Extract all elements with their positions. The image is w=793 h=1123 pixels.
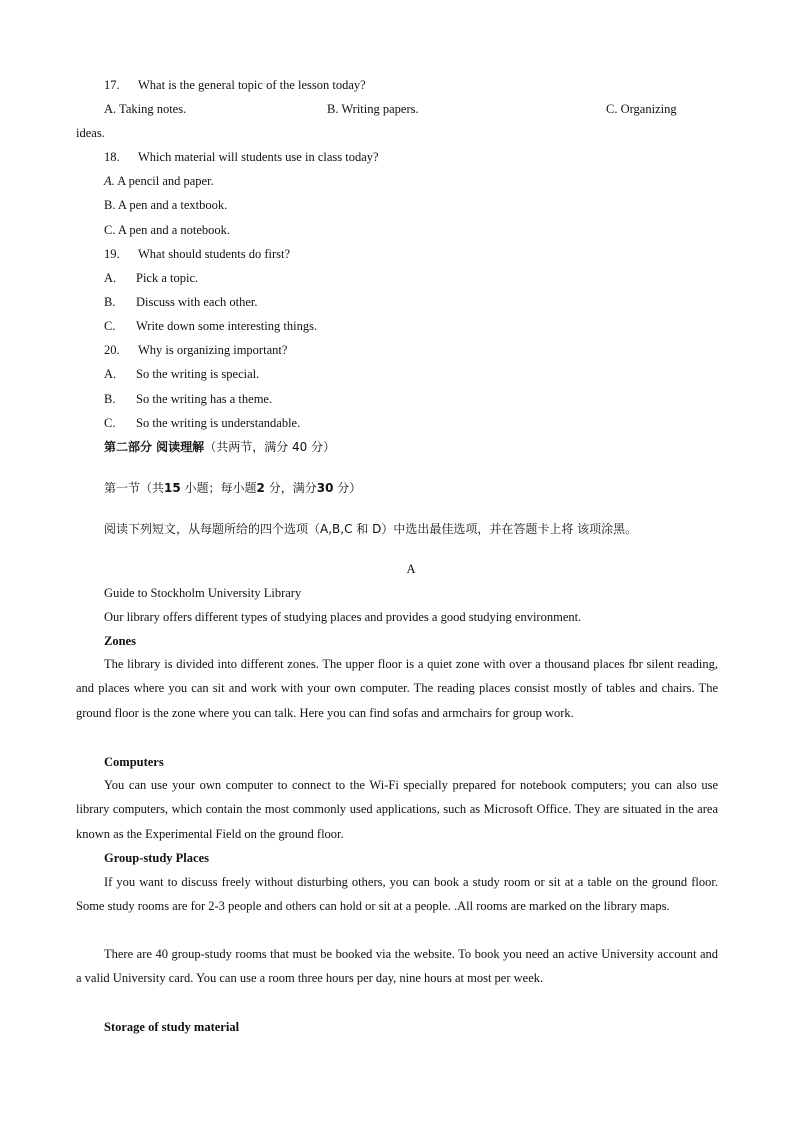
section-text: 第一节（共: [104, 481, 165, 495]
section-text: 小题；每小题: [180, 481, 257, 495]
paragraph-text: If you want to discuss freely without disturbing others, you can book a study room or sit at a table on the ground floor. Some study rooms are for 2-3 people and others can hold or sit at a people. .All rooms are marked on the library maps.: [76, 875, 718, 914]
q17-option-b: B. Writing papers.: [327, 102, 419, 116]
question-text: Why is organizing important?: [138, 343, 288, 357]
q17-option-a: A. Taking notes.: [104, 102, 187, 116]
passage-label: A: [406, 562, 416, 576]
question-20: [104, 342, 287, 358]
option-letter: A.: [104, 367, 117, 381]
section-count: 15: [164, 481, 181, 495]
question-17: [104, 77, 366, 93]
storage-heading: Storage of study material: [104, 1020, 240, 1034]
question-19: [104, 246, 290, 262]
zones-heading: Zones: [104, 634, 136, 648]
section-total: 30: [316, 481, 334, 495]
question-number: 17.: [104, 78, 120, 92]
option-letter: B.: [104, 392, 116, 406]
option-text: So the writing has a theme.: [136, 392, 273, 406]
option-text: Discuss with each other.: [136, 295, 258, 309]
q18-option-a: [104, 173, 214, 189]
option-text: So the writing is special.: [136, 367, 260, 381]
option-text: Pick a topic.: [136, 271, 199, 285]
option-text: So the writing is understandable.: [136, 416, 301, 430]
question-number: 18.: [104, 150, 120, 164]
section-text: 分，满分: [264, 481, 317, 495]
q18-option-b: B. A pen and a textbook.: [104, 198, 228, 212]
q20-option-b: [104, 391, 272, 407]
section-points: 2: [256, 481, 265, 495]
passage-title: Guide to Stockholm University Library: [104, 586, 302, 600]
section-text: 分）: [333, 481, 362, 495]
q20-option-c: [104, 415, 300, 431]
passage-intro: Our library offers different types of studying places and provides a good studying environment.: [104, 610, 582, 624]
option-letter: C.: [104, 416, 116, 430]
part2-title: 第二部分 阅读理解: [104, 440, 205, 454]
option-letter: B.: [104, 295, 116, 309]
option-letter: A.: [104, 174, 115, 188]
paragraph-text: You can use your own computer to connect to the Wi-Fi specially prepared for notebook computers; you can also use library computers, which contain the most commonly used applications, such as Microsoft Office. They are situated in the area known as the Experimental Field on the ground floor.: [76, 778, 718, 841]
q18-option-c: C. A pen and a notebook.: [104, 223, 231, 237]
q17-option-c: C. Organizing: [606, 102, 677, 116]
group-study-heading: Group-study Places: [104, 851, 209, 865]
question-text: What should students do first?: [138, 247, 291, 261]
option-text: Write down some interesting things.: [136, 319, 318, 333]
q19-option-c: [104, 318, 317, 334]
q19-option-a: [104, 270, 198, 286]
group-study-paragraph-1: [76, 870, 718, 919]
q17-option-c-continued: ideas.: [76, 126, 105, 140]
paragraph-text: There are 40 group-study rooms that must be booked via the website. To book you need an active University account and a valid University card. You can use a room three hours per day, nine hours at most per week.: [76, 947, 718, 986]
question-18: [104, 149, 379, 165]
question-number: 19.: [104, 247, 120, 261]
question-text: What is the general topic of the lesson today?: [138, 78, 366, 92]
question-number: 20.: [104, 343, 120, 357]
section1-heading: [104, 480, 361, 496]
q19-option-b: [104, 294, 258, 310]
group-study-paragraph-2: [76, 942, 718, 991]
reading-instructions: 阅读下列短文，从每题所给的四个选项（A,B,C 和 D）中选出最佳选项，并在答题卡上将 该项涂黑。: [104, 522, 638, 536]
part2-subtitle: （共两节，满分 40 分）: [204, 440, 336, 454]
option-letter: A.: [104, 271, 117, 285]
paragraph-text: The library is divided into different zones. The upper floor is a quiet zone with over a thousand places fbr silent reading, and places where you can sit and work with your own computer. The reading places consist mostly of tables and chairs. The ground floor is the zone where you can talk. Here you can find sofas and armchairs for group work.: [76, 657, 718, 720]
zones-paragraph: [76, 652, 718, 725]
part2-heading: [104, 439, 335, 455]
question-text: Which material will students use in class today?: [138, 150, 379, 164]
q20-option-a: [104, 366, 259, 382]
computers-heading: Computers: [104, 755, 164, 769]
computers-paragraph: [76, 773, 718, 846]
option-text: A pencil and paper.: [117, 174, 214, 188]
option-letter: C.: [104, 319, 116, 333]
